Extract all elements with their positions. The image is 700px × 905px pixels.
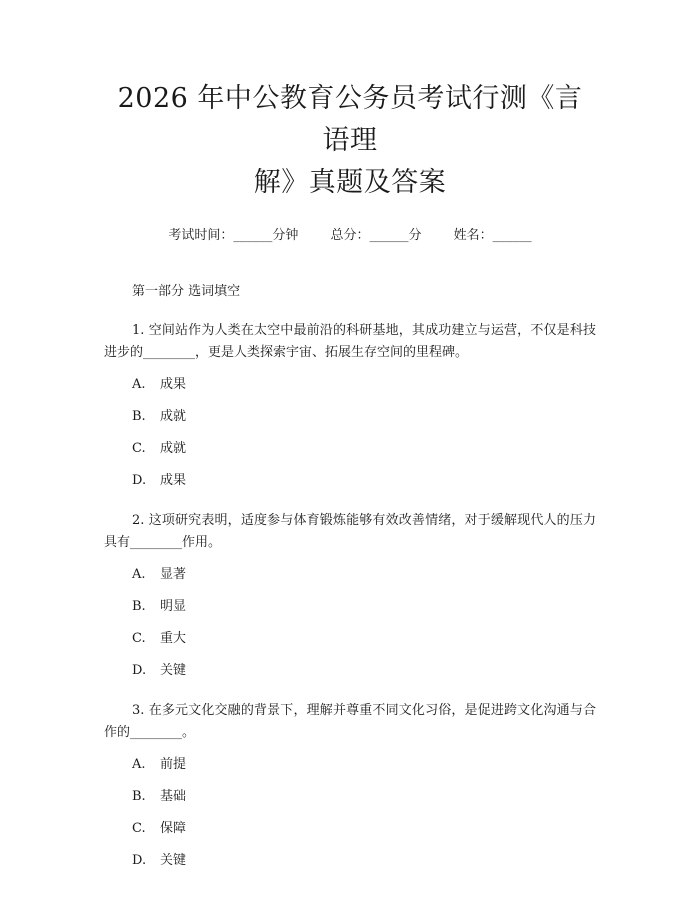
page-title <box>104 78 596 204</box>
q3-option-d <box>104 850 596 872</box>
option-letter: C. <box>132 441 146 456</box>
q3-option-c <box>104 818 596 840</box>
q2-option-c <box>104 628 596 650</box>
question-2: 2. 这项研究表明，适度参与体育锻炼能够有效改善情绪，对于缓解现代人的压力具有________作用。 <box>104 513 596 550</box>
option-text: 前提 <box>160 757 187 772</box>
option-letter: B. <box>132 599 146 614</box>
question-1: 1. 空间站作为人类在太空中最前沿的科研基地，其成功建立与运营，不仅是科技进步的________，更是人类探索宇宙、拓展生存空间的里程碑。 <box>104 323 596 360</box>
q1-option-d <box>104 470 596 492</box>
q1-option-a <box>104 374 596 396</box>
option-text: 明显 <box>160 599 187 614</box>
q3-option-a <box>104 754 596 776</box>
exam-score: 总分：______分 <box>330 228 422 243</box>
q2-option-a <box>104 564 596 586</box>
title-line-2: 解》真题及答案 <box>253 167 447 198</box>
q3-option-b <box>104 786 596 808</box>
option-letter: A. <box>132 757 146 772</box>
option-letter: A. <box>132 567 146 582</box>
option-letter: B. <box>132 789 146 804</box>
option-letter: D. <box>132 853 147 868</box>
option-text: 显著 <box>160 567 187 582</box>
option-text: 保障 <box>160 821 187 836</box>
option-letter: C. <box>132 821 146 836</box>
exam-name: 姓名：______ <box>453 228 532 243</box>
section-title: 第一部分 选词填空 <box>132 284 241 299</box>
question-3: 3. 在多元文化交融的背景下，理解并尊重不同文化习俗，是促进跨文化沟通与合作的________。 <box>104 703 596 740</box>
option-letter: D. <box>132 473 147 488</box>
option-letter: A. <box>132 377 146 392</box>
exam-meta <box>104 226 596 246</box>
title-line-1: 2026 年中公教育公务员考试行测《言语理 <box>117 83 583 156</box>
option-text: 关键 <box>160 663 187 678</box>
option-text: 关键 <box>160 853 187 868</box>
exam-time: 考试时间：______分钟 <box>168 228 299 243</box>
option-text: 基础 <box>160 789 187 804</box>
option-text: 成就 <box>160 409 187 424</box>
q2-option-d <box>104 660 596 682</box>
option-text: 成果 <box>160 377 187 392</box>
option-text: 成果 <box>160 473 187 488</box>
option-letter: D. <box>132 663 147 678</box>
q1-option-b <box>104 406 596 428</box>
option-letter: B. <box>132 409 146 424</box>
option-text: 成就 <box>160 441 187 456</box>
q1-option-c <box>104 438 596 460</box>
q2-option-b <box>104 596 596 618</box>
option-letter: C. <box>132 631 146 646</box>
option-text: 重大 <box>160 631 187 646</box>
